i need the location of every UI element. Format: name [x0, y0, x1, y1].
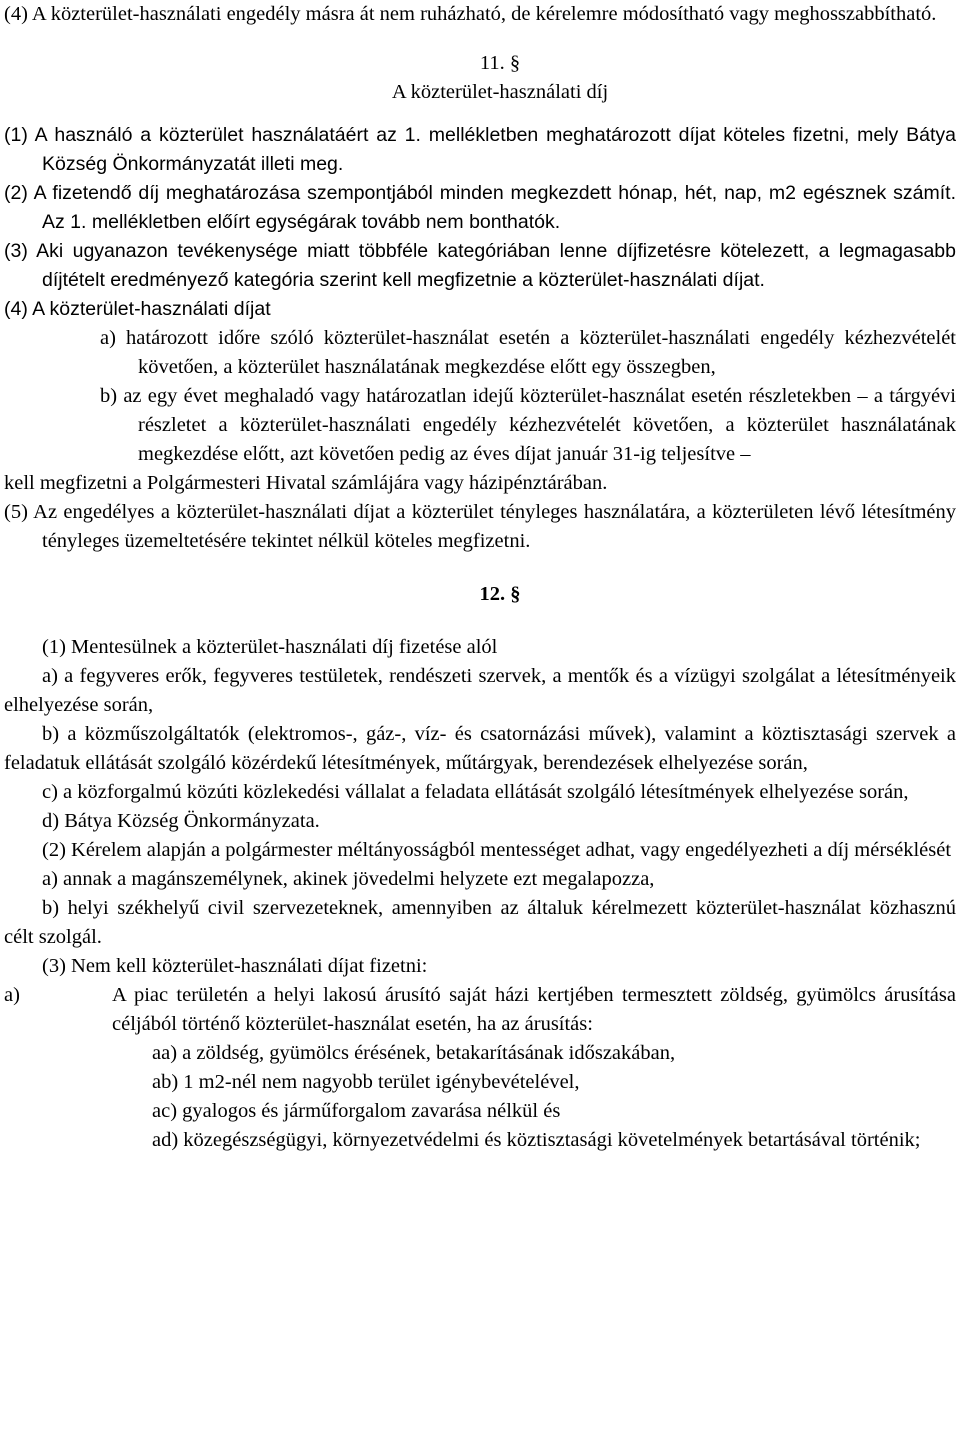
section-12-paragraph-3aa: aa) a zöldség, gyümölcs érésének, betakarításának időszakában, [152, 1042, 676, 1064]
section-11-paragraph-5: (5) Az engedélyes a közterület-használati díjat a közterület tényleges használatára, a közterületen lévő létesítmény tényleges üzemeltetésére tekintet nélkül köteles megfizetni. [4, 501, 956, 552]
section-11-number: 11. § [479, 52, 521, 74]
section-12-paragraph-1d: d) Bátya Község Önkormányzata. [42, 810, 320, 832]
paragraph-4-intro: (4) A közterület-használati engedély másra át nem ruházható, de kérelemre módosítható vagy meghosszabbítható. [4, 3, 937, 25]
item-label: a) [4, 984, 20, 1006]
section-12-paragraph-3a [4, 981, 956, 1039]
section-11-paragraph-4: (4) A közterület-használati díjat [4, 298, 271, 320]
section-12-paragraph-1: (1) Mentesülnek a közterület-használati díj fizetése alól [42, 636, 498, 658]
section-12-paragraph-2: (2) Kérelem alapján a polgármester méltányosságból mentességet adhat, vagy engedélyezheti a díj mérséklését [42, 839, 952, 861]
section-11-paragraph-1: (1) A használó a közterület használatáért az 1. mellékletben meghatározott díjat köteles fizetni, mely Bátya Község Önkormányzatát illeti meg. [4, 124, 956, 175]
section-12-paragraph-3ab: ab) 1 m2-nél nem nagyobb terület igénybevételével, [152, 1071, 580, 1093]
section-11-paragraph-4b: b) az egy évet meghaladó vagy határozatlan idejű közterület-használat esetén részletekben – a tárgyévi részletet a közterület-használati engedély kézhezvételét követően, a közterület használatának megkezdése előtt, azt követően pedig az éves díjat január 31-ig teljesítve – [100, 385, 956, 465]
section-11-paragraph-3: (3) Aki ugyanazon tevékenysége miatt többféle kategóriában lenne díjfizetésre kötelezett, a legmagasabb díjtételt eredményező kategória szerint kell megfizetnie a közterület-használati díjat. [4, 240, 956, 291]
spacer [4, 107, 956, 121]
spacer [4, 556, 956, 580]
section-11-paragraph-2: (2) A fizetendő díj meghatározása szempontjából minden megkezdett hónap, hét, nap, m2 egésznek számít. Az 1. mellékletben előírt egységárak tovább nem bonthatók. [4, 182, 956, 233]
section-12-paragraph-2b: b) helyi székhelyű civil szervezeteknek, amennyiben az általuk kérelmezett közterület-használat közhasznú célt szolgál. [4, 897, 956, 948]
section-11-paragraph-4a: a) határozott időre szóló közterület-használat esetén a közterület-használati engedély kézhezvételét követően, a közterület használatának megkezdése előtt egy összegben, [100, 327, 956, 378]
section-12-paragraph-1c: c) a közforgalmú közúti közlekedési vállalat a feladata ellátását szolgáló létesítmények elhelyezése során, [42, 781, 909, 803]
section-12-paragraph-3ad: ad) közegészségügyi, környezetvédelmi és köztisztasági követelmények betartásával történik; [152, 1129, 921, 1151]
section-12-paragraph-1b: b) a közműszolgáltatók (elektromos-, gáz-, víz- és csatornázási művek), valamint a köztisztasági szervek a feladatuk ellátását szolgáló közérdekű létesítmények, műtárgyak, berendezések elhelyezése során, [4, 723, 956, 774]
section-11-paragraph-4-tail: kell megfizetni a Polgármesteri Hivatal számlájára vagy házipénztárában. [4, 472, 608, 494]
section-12-paragraph-2a: a) annak a magánszemélynek, akinek jövedelmi helyzete ezt megalapozza, [42, 868, 655, 890]
section-12-paragraph-3ac: ac) gyalogos és járműforgalom zavarása nélkül és [152, 1100, 561, 1122]
spacer [4, 29, 956, 49]
document-page [4, 0, 956, 1155]
item-text: A piac területén a helyi lakosú árusító saját házi kertjében termesztett zöldség, gyümölcs árusítása céljából történő közterület-használat esetén, ha az árusítás: [112, 984, 956, 1035]
section-11-title: A közterület-használati díj [391, 81, 609, 103]
spacer [4, 609, 956, 633]
section-12-paragraph-1a: a) a fegyveres erők, fegyveres testületek, rendészeti szervek, a mentők és a vízügyi szolgálat a létesítményeik elhelyezése során, [4, 665, 956, 716]
section-12-paragraph-3: (3) Nem kell közterület-használati díjat fizetni: [42, 955, 428, 977]
section-12-number: 12. § [479, 583, 521, 605]
